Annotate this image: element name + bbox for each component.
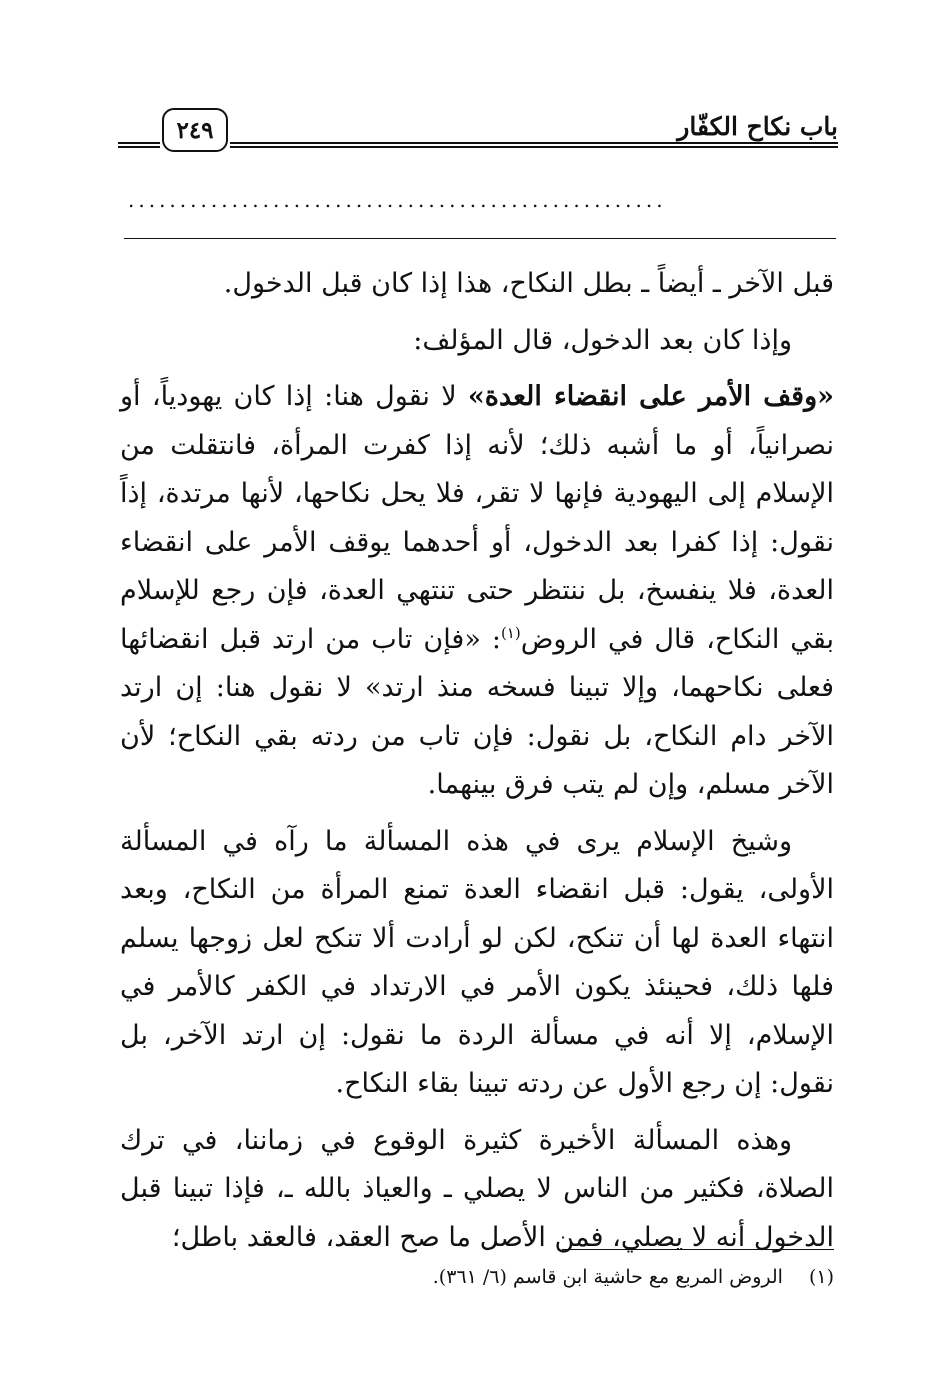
body-text <box>120 260 834 1262</box>
header-double-rule <box>230 142 838 148</box>
paragraph-3-text-b: : «فإن تاب من ارتد قبل انقضائها فعلى نكاحهما، وإلا تبينا فسخه منذ ارتد» لا نقول هنا: إن ارتد الآخر دام النكاح، بل نقول: فإن تاب من ردته بقي النكاح؛ لأن الآخر مسلم، وإن لم يتب فرق بينهما. <box>120 623 834 800</box>
footnote-reference[interactable]: (١) <box>500 623 521 642</box>
paragraph-1: قبل الآخر ـ أيضاً ـ بطل النكاح، هذا إذا كان قبل الدخول. <box>223 268 834 299</box>
footnote-rule <box>562 1249 834 1250</box>
footnote-number: (١) <box>808 1266 834 1288</box>
header-double-rule-left <box>118 142 160 148</box>
footnote-text: الروض المربع مع حاشية ابن قاسم (٦/ ٣٦١). <box>432 1266 783 1288</box>
footnote <box>300 1262 834 1292</box>
page-header <box>118 104 838 156</box>
quoted-matn: «وقف الأمر على انقضاء العدة» <box>467 381 834 412</box>
dotted-separator: .................................................... <box>128 188 667 212</box>
chapter-title: باب نكاح الكفّار <box>677 112 838 141</box>
paragraph-2: وإذا كان بعد الدخول، قال المؤلف: <box>413 324 792 356</box>
page-number: ٢٤٩ <box>162 108 228 152</box>
paragraph-5: وهذه المسألة الأخيرة كثيرة الوقوع في زماننا، في ترك الصلاة، فكثير من الناس لا يصلي ـ والعياذ بالله ـ، فإذا تبينا قبل الدخول أنه لا يصلي، فمن الأصل ما صح العقد، فالعقد باطل؛ <box>120 1124 834 1253</box>
top-rule <box>124 238 836 239</box>
paragraph-3-text-a: لا نقول هنا: إذا كان يهودياً، أو نصرانياً، أو ما أشبه ذلك؛ لأنه إذا كفرت المرأة، فانتقلت من الإسلام إلى اليهودية فإنها لا تقر، فلا يحل نكاحها، لأنها مرتدة، إذاً نقول: إذا كفرا بعد الدخول، أو أحدهما يوقف الأمر على انقضاء العدة، فلا ينفسخ، بل ننتظر حتى تنتهي العدة، فإن رجع للإسلام بقي النكاح، قال في الروض <box>120 381 834 655</box>
paragraph-3 <box>120 373 834 810</box>
paragraph-4: وشيخ الإسلام يرى في هذه المسألة ما رآه في المسألة الأولى، يقول: قبل انقضاء العدة تمنع المرأة من النكاح، وبعد انتهاء العدة لها أن تنكح، لكن لو أرادت ألا تنكح لعل زوجها يسلم فلها ذلك، فحينئذ يكون الأمر في الارتداد في الكفر كالأمر في الإسلام، إلا أنه في مسألة الردة ما نقول: إن ارتد الآخر، بل نقول: إن رجع الأول عن ردته تبينا بقاء النكاح. <box>120 825 834 1099</box>
